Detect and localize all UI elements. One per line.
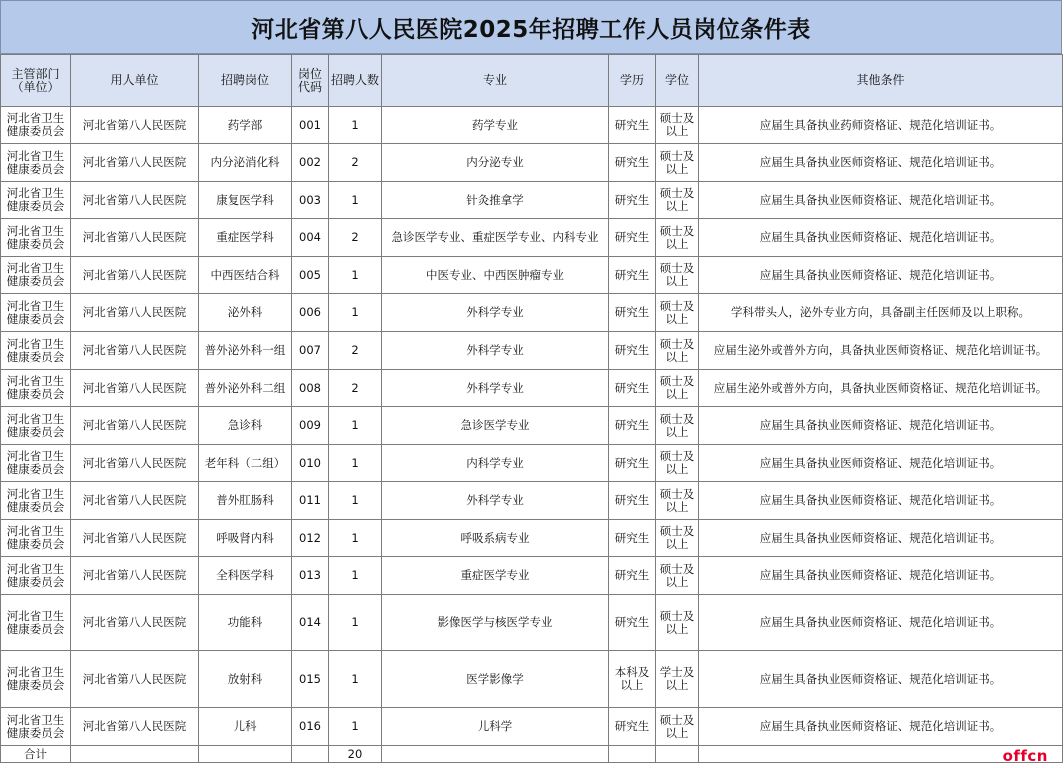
cell-degree: 硕士及以上 (656, 370, 699, 407)
cell-other: 应届生具备执业医师资格证、规范化培训证书。 (699, 651, 1063, 708)
cell-dept: 河北省卫生健康委员会 (1, 144, 71, 182)
cell-count: 2 (329, 370, 382, 407)
cell-code: 010 (292, 445, 329, 482)
cell-major: 外科学专业 (382, 332, 609, 370)
total-empty-cell (382, 746, 609, 763)
cell-post: 放射科 (199, 651, 292, 708)
cell-count: 1 (329, 482, 382, 520)
cell-major: 影像医学与核医学专业 (382, 595, 609, 651)
cell-dept: 河北省卫生健康委员会 (1, 294, 71, 332)
cell-degree: 硕士及以上 (656, 257, 699, 294)
cell-post: 呼吸肾内科 (199, 520, 292, 557)
cell-count: 1 (329, 294, 382, 332)
cell-post: 普外泌外科二组 (199, 370, 292, 407)
cell-code: 009 (292, 407, 329, 445)
header-unit: 用人单位 (71, 55, 199, 107)
recruitment-table (0, 54, 1063, 763)
cell-code: 005 (292, 257, 329, 294)
cell-major: 重症医学专业 (382, 557, 609, 595)
cell-count: 1 (329, 445, 382, 482)
cell-other: 应届生具备执业医师资格证、规范化培训证书。 (699, 557, 1063, 595)
table-title-bar (0, 0, 1062, 54)
cell-count: 1 (329, 257, 382, 294)
header-row (1, 55, 1063, 107)
cell-dept: 河北省卫生健康委员会 (1, 557, 71, 595)
cell-count: 1 (329, 107, 382, 144)
table-row (1, 708, 1063, 746)
cell-degree: 学士及以上 (656, 651, 699, 708)
cell-code: 012 (292, 520, 329, 557)
cell-degree: 硕士及以上 (656, 219, 699, 257)
table-body (1, 107, 1063, 763)
cell-dept: 河北省卫生健康委员会 (1, 107, 71, 144)
cell-major: 急诊医学专业 (382, 407, 609, 445)
cell-code: 002 (292, 144, 329, 182)
total-empty-cell (609, 746, 656, 763)
cell-unit: 河北省第八人民医院 (71, 595, 199, 651)
cell-unit: 河北省第八人民医院 (71, 407, 199, 445)
cell-count: 1 (329, 595, 382, 651)
table-row (1, 257, 1063, 294)
cell-major: 药学专业 (382, 107, 609, 144)
cell-post: 普外肛肠科 (199, 482, 292, 520)
cell-count: 1 (329, 708, 382, 746)
cell-other: 应届生具备执业医师资格证、规范化培训证书。 (699, 595, 1063, 651)
cell-degree: 硕士及以上 (656, 407, 699, 445)
cell-unit: 河北省第八人民医院 (71, 257, 199, 294)
table-row (1, 557, 1063, 595)
cell-unit: 河北省第八人民医院 (71, 708, 199, 746)
cell-major: 外科学专业 (382, 482, 609, 520)
cell-dept: 河北省卫生健康委员会 (1, 651, 71, 708)
cell-other: 应届生具备执业药师资格证、规范化培训证书。 (699, 107, 1063, 144)
cell-edu: 研究生 (609, 182, 656, 219)
cell-unit: 河北省第八人民医院 (71, 294, 199, 332)
table-row (1, 407, 1063, 445)
cell-count: 1 (329, 651, 382, 708)
cell-major: 外科学专业 (382, 294, 609, 332)
cell-code: 011 (292, 482, 329, 520)
cell-major: 急诊医学专业、重症医学专业、内科专业 (382, 219, 609, 257)
cell-code: 016 (292, 708, 329, 746)
table-row (1, 482, 1063, 520)
total-row (1, 746, 1063, 763)
cell-degree: 硕士及以上 (656, 708, 699, 746)
cell-unit: 河北省第八人民医院 (71, 370, 199, 407)
cell-dept: 河北省卫生健康委员会 (1, 520, 71, 557)
header-major: 专业 (382, 55, 609, 107)
cell-degree: 硕士及以上 (656, 332, 699, 370)
cell-degree: 硕士及以上 (656, 482, 699, 520)
cell-major: 呼吸系病专业 (382, 520, 609, 557)
cell-edu: 研究生 (609, 219, 656, 257)
cell-post: 泌外科 (199, 294, 292, 332)
cell-code: 007 (292, 332, 329, 370)
cell-unit: 河北省第八人民医院 (71, 182, 199, 219)
cell-degree: 硕士及以上 (656, 557, 699, 595)
cell-post: 普外泌外科一组 (199, 332, 292, 370)
cell-other: 应届生具备执业医师资格证、规范化培训证书。 (699, 182, 1063, 219)
cell-unit: 河北省第八人民医院 (71, 219, 199, 257)
cell-unit: 河北省第八人民医院 (71, 482, 199, 520)
cell-count: 1 (329, 557, 382, 595)
total-label: 合计 (1, 746, 71, 763)
cell-other: 应届生具备执业医师资格证、规范化培训证书。 (699, 257, 1063, 294)
table-row (1, 107, 1063, 144)
cell-other: 应届生具备执业医师资格证、规范化培训证书。 (699, 407, 1063, 445)
total-empty-cell (199, 746, 292, 763)
cell-edu: 研究生 (609, 107, 656, 144)
cell-code: 008 (292, 370, 329, 407)
cell-post: 康复医学科 (199, 182, 292, 219)
cell-edu: 研究生 (609, 445, 656, 482)
cell-other: 应届生具备执业医师资格证、规范化培训证书。 (699, 445, 1063, 482)
cell-major: 中医专业、中西医肿瘤专业 (382, 257, 609, 294)
cell-post: 药学部 (199, 107, 292, 144)
table-row (1, 144, 1063, 182)
cell-edu: 研究生 (609, 332, 656, 370)
cell-dept: 河北省卫生健康委员会 (1, 445, 71, 482)
total-count: 20 (329, 746, 382, 763)
cell-major: 外科学专业 (382, 370, 609, 407)
table-row (1, 182, 1063, 219)
cell-post: 功能科 (199, 595, 292, 651)
cell-edu: 研究生 (609, 708, 656, 746)
watermark-logo: offcn (1002, 747, 1048, 765)
cell-dept: 河北省卫生健康委员会 (1, 257, 71, 294)
cell-code: 004 (292, 219, 329, 257)
cell-post: 中西医结合科 (199, 257, 292, 294)
header-other: 其他条件 (699, 55, 1063, 107)
cell-major: 儿科学 (382, 708, 609, 746)
table-row (1, 294, 1063, 332)
table-row (1, 370, 1063, 407)
cell-count: 1 (329, 182, 382, 219)
cell-dept: 河北省卫生健康委员会 (1, 219, 71, 257)
cell-dept: 河北省卫生健康委员会 (1, 482, 71, 520)
cell-edu: 研究生 (609, 482, 656, 520)
cell-degree: 硕士及以上 (656, 445, 699, 482)
header-post: 招聘岗位 (199, 55, 292, 107)
cell-post: 急诊科 (199, 407, 292, 445)
header-degree: 学位 (656, 55, 699, 107)
cell-other: 应届生具备执业医师资格证、规范化培训证书。 (699, 144, 1063, 182)
cell-code: 015 (292, 651, 329, 708)
cell-degree: 硕士及以上 (656, 144, 699, 182)
cell-dept: 河北省卫生健康委员会 (1, 708, 71, 746)
cell-other: 应届生泌外或普外方向，具备执业医师资格证、规范化培训证书。 (699, 332, 1063, 370)
cell-edu: 研究生 (609, 257, 656, 294)
cell-edu: 研究生 (609, 294, 656, 332)
header-edu: 学历 (609, 55, 656, 107)
cell-other: 学科带头人，泌外专业方向，具备副主任医师及以上职称。 (699, 294, 1063, 332)
cell-post: 内分泌消化科 (199, 144, 292, 182)
cell-dept: 河北省卫生健康委员会 (1, 182, 71, 219)
cell-edu: 本科及以上 (609, 651, 656, 708)
cell-dept: 河北省卫生健康委员会 (1, 595, 71, 651)
cell-edu: 研究生 (609, 520, 656, 557)
cell-code: 013 (292, 557, 329, 595)
table-row (1, 651, 1063, 708)
cell-unit: 河北省第八人民医院 (71, 332, 199, 370)
cell-dept: 河北省卫生健康委员会 (1, 332, 71, 370)
header-dept: 主管部门（单位） (1, 55, 71, 107)
cell-degree: 硕士及以上 (656, 182, 699, 219)
cell-post: 老年科（二组） (199, 445, 292, 482)
cell-count: 2 (329, 219, 382, 257)
total-empty-cell (71, 746, 199, 763)
cell-degree: 硕士及以上 (656, 595, 699, 651)
cell-post: 全科医学科 (199, 557, 292, 595)
cell-unit: 河北省第八人民医院 (71, 107, 199, 144)
table-row (1, 219, 1063, 257)
cell-degree: 硕士及以上 (656, 294, 699, 332)
cell-unit: 河北省第八人民医院 (71, 445, 199, 482)
cell-other: 应届生具备执业医师资格证、规范化培训证书。 (699, 482, 1063, 520)
cell-major: 内科学专业 (382, 445, 609, 482)
page-title: 河北省第八人民医院2025年招聘工作人员岗位条件表 (251, 16, 811, 43)
cell-post: 儿科 (199, 708, 292, 746)
table-row (1, 332, 1063, 370)
cell-edu: 研究生 (609, 407, 656, 445)
cell-code: 006 (292, 294, 329, 332)
table-row (1, 595, 1063, 651)
cell-count: 2 (329, 332, 382, 370)
cell-dept: 河北省卫生健康委员会 (1, 407, 71, 445)
total-empty-cell (656, 746, 699, 763)
table-row (1, 445, 1063, 482)
table-row (1, 520, 1063, 557)
cell-other: 应届生具备执业医师资格证、规范化培训证书。 (699, 708, 1063, 746)
cell-dept: 河北省卫生健康委员会 (1, 370, 71, 407)
cell-major: 内分泌专业 (382, 144, 609, 182)
cell-degree: 硕士及以上 (656, 107, 699, 144)
cell-edu: 研究生 (609, 144, 656, 182)
cell-unit: 河北省第八人民医院 (71, 651, 199, 708)
header-count: 招聘人数 (329, 55, 382, 107)
cell-count: 2 (329, 144, 382, 182)
cell-count: 1 (329, 520, 382, 557)
cell-other: 应届生具备执业医师资格证、规范化培训证书。 (699, 219, 1063, 257)
total-empty-cell (292, 746, 329, 763)
cell-major: 针灸推拿学 (382, 182, 609, 219)
cell-unit: 河北省第八人民医院 (71, 557, 199, 595)
cell-code: 003 (292, 182, 329, 219)
cell-code: 014 (292, 595, 329, 651)
header-code: 岗位代码 (292, 55, 329, 107)
cell-major: 医学影像学 (382, 651, 609, 708)
cell-unit: 河北省第八人民医院 (71, 520, 199, 557)
cell-degree: 硕士及以上 (656, 520, 699, 557)
cell-count: 1 (329, 407, 382, 445)
cell-edu: 研究生 (609, 370, 656, 407)
cell-edu: 研究生 (609, 557, 656, 595)
cell-other: 应届生具备执业医师资格证、规范化培训证书。 (699, 520, 1063, 557)
cell-other: 应届生泌外或普外方向，具备执业医师资格证、规范化培训证书。 (699, 370, 1063, 407)
cell-post: 重症医学科 (199, 219, 292, 257)
cell-unit: 河北省第八人民医院 (71, 144, 199, 182)
cell-edu: 研究生 (609, 595, 656, 651)
cell-code: 001 (292, 107, 329, 144)
